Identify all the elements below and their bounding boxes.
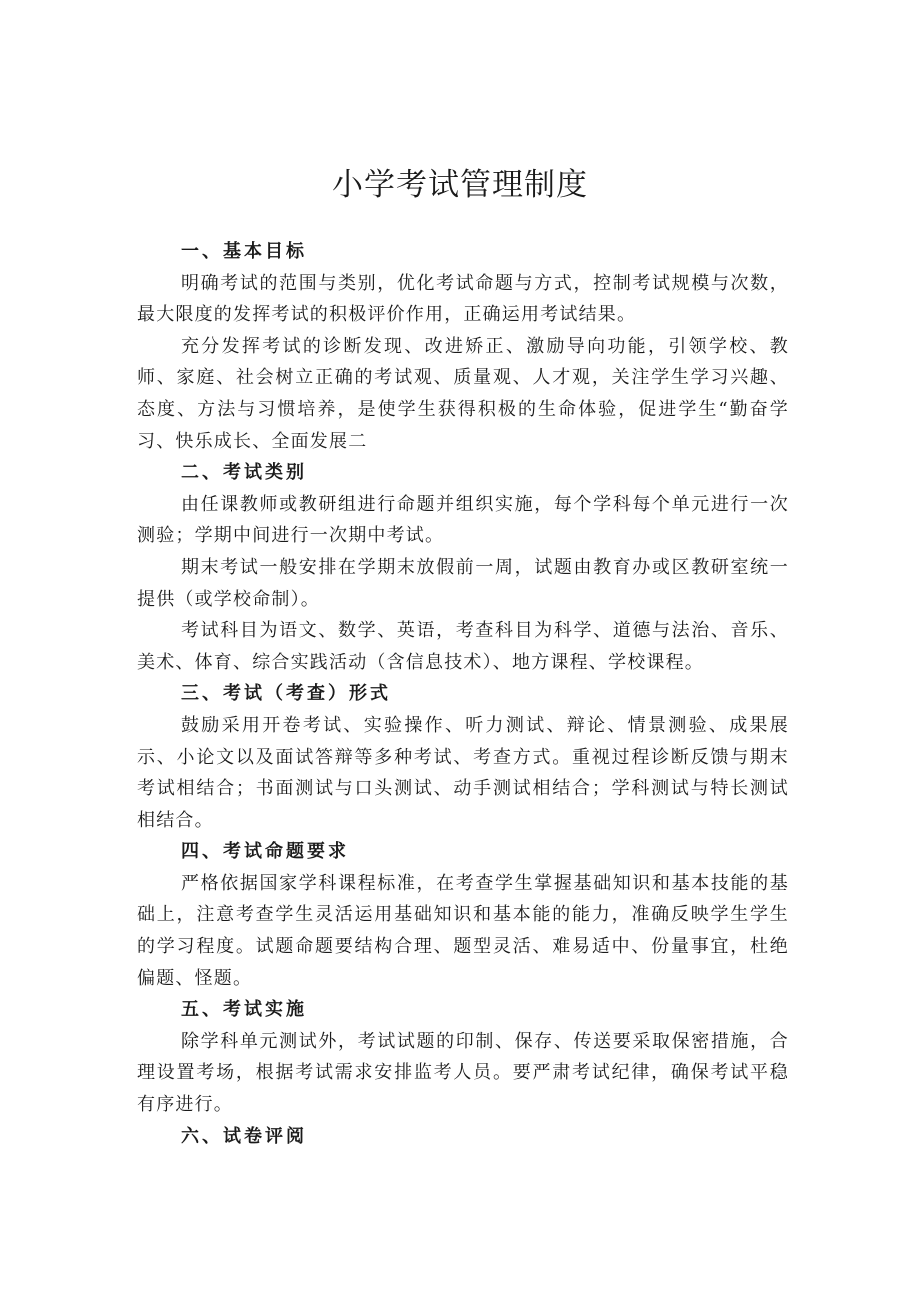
section-exam-forms: [137, 678, 789, 836]
section-heading: 二、考试类别: [181, 462, 307, 484]
document-body: [137, 236, 789, 1152]
paragraph: 充分发挥考试的诊断发现、改进矫正、激励导向功能，引领学校、教师、家庭、社会树立正确的考试观、质量观、人才观，关注学生学习兴趣、态度、方法与习惯培养，是使学生获得积极的生命体验，促进学生“勤奋学习、快乐成长、全面发展二: [137, 335, 789, 452]
section-basic-goals: [137, 236, 789, 457]
section-paper-grading: [137, 1121, 789, 1153]
paragraph: 考试科目为语文、数学、英语，考查科目为科学、道德与法治、音乐、美术、体育、综合实践活动（含信息技术）、地方课程、学校课程。: [137, 620, 789, 673]
section-heading: 一、基本目标: [181, 241, 307, 262]
section-heading: 四、考试命题要求: [181, 841, 349, 863]
document-title: 小学考试管理制度: [332, 167, 588, 203]
paragraph: 鼓励采用开卷考试、实验操作、听力测试、辩论、情景测验、成果展示、小论文以及面试答辩等多种考试、考查方式。重视过程诊断反馈与期末考试相结合；书面测试与口头测试、动手测试相结合；学科测试与特长测试相结合。: [137, 714, 789, 831]
section-heading: 六、试卷评阅: [181, 1125, 307, 1147]
paragraph: 由任课教师或教研组进行命题并组织实施，每个学科每个单元进行一次测验；学期中间进行一次期中考试。: [137, 493, 789, 547]
section-exam-categories: [137, 457, 789, 678]
section-heading: 五、考试实施: [181, 999, 307, 1021]
section-question-requirements: [137, 836, 789, 994]
paragraph: 明确考试的范围与类别，优化考试命题与方式，控制考试规模与次数，最大限度的发挥考试的积极评价作用，正确运用考试结果。: [137, 272, 789, 326]
section-heading: 三、考试（考查）形式: [181, 683, 391, 705]
paragraph: 期末考试一般安排在学期末放假前一周，试题由教育办或区教研室统一提供（或学校命制）。: [137, 556, 789, 610]
paragraph: 严格依据国家学科课程标准，在考查学生掌握基础知识和基本技能的基础上，注意考查学生灵活运用基础知识和基本能的能力，准确反映学生学生的学习程度。试题命题要结构合理、题型灵活、难易适中、份量事宜，杜绝偏题、怪题。: [137, 872, 789, 989]
paragraph: 除学科单元测试外，考试试题的印制、保存、传送要采取保密措施，合理设置考场，根据考试需求安排监考人员。要严肃考试纪律，确保考试平稳有序进行。: [137, 1030, 789, 1116]
section-exam-implementation: [137, 994, 789, 1120]
